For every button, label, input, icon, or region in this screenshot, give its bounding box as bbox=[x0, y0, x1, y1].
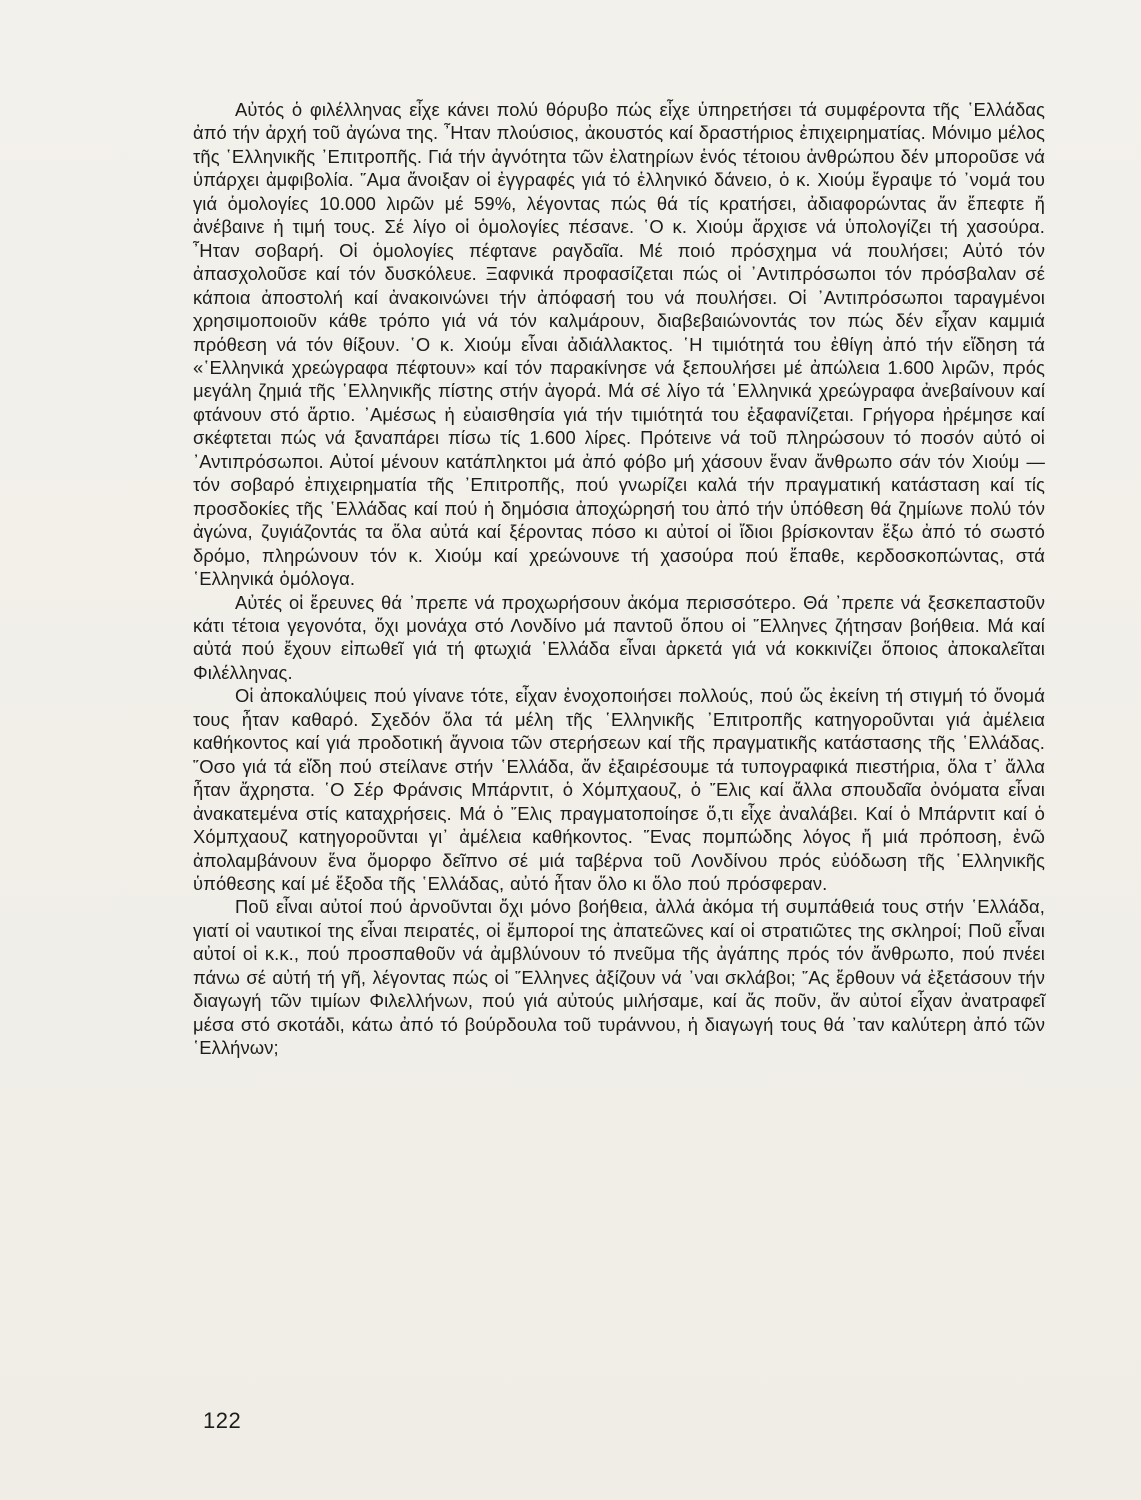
paragraph-4: Ποῦ εἶναι αὐτοί πού ἀρνοῦνται ὄχι μόνο βοήθεια, ἀλλά ἀκόμα τή συμπάθειά τους στήν ῾Ελλάδα, γιατί οἱ ναυτικοί της εἶναι πειρατές, οἱ ἔμποροί της ἀπατεῶνες καί οἱ στρατιῶτες της σκληροί; Ποῦ εἶναι αὐτοί οἱ κ.κ., πού προσπαθοῦν νά ἀμβλύνουν τό πνεῦμα τῆς ἀγάπης πρός τόν ἄνθρωπο, πού πνέει πάνω σέ αὐτή τή γῆ, λέγοντας πώς οἱ ῞Ελληνες ἀξίζουν νά ᾿ναι σκλάβοι; ῞Ας ἔρθουν νά ἐξετάσουν τήν διαγωγή τῶν τιμίων Φιλελλήνων, πού γιά αὐτούς μιλήσαμε, καί ἄς ποῦν, ἄν αὐτοί εἶχαν ἀνατραφεῖ μέσα στό σκοτάδι, κάτω ἀπό τό βούρδουλα τοῦ τυράννου, ἡ διαγωγή τους θά ᾿ταν καλύτερη ἀπό τῶν ῾Ελλήνων; bbox=[193, 896, 1045, 1059]
paragraph-1: Αὐτός ὁ φιλέλληνας εἶχε κάνει πολύ θόρυβο πώς εἶχε ὑπηρετήσει τά συμφέροντα τῆς ῾Ελλάδας ἀπό τήν ἀρχή τοῦ ἀγώνα της. ῏Ηταν πλούσιος, ἀκουστός καί δραστήριος ἐπιχειρηματίας. Μόνιμο μέλος τῆς ῾Ελληνικῆς ᾿Επιτροπῆς. Γιά τήν ἀγνότητα τῶν ἐλατηρίων ἑνός τέτοιου ἀνθρώπου δέν μποροῦσε νά ὑπάρχει ἀμφιβολία. ῞Αμα ἄνοιξαν οἱ ἐγγραφές γιά τό ἑλληνικό δάνειο, ὁ κ. Χιούμ ἔγραψε τό ᾿νομά του γιά ὁμολογίες 10.000 λιρῶν μέ 59%, λέγοντας πώς θά τίς κρατήσει, ἀδιαφορώντας ἄν ἔπεφτε ἤ ἀνέβαινε ἡ τιμή τους. Σέ λίγο οἱ ὁμολογίες πέσανε. ῾Ο κ. Χιούμ ἄρχισε νά ὑπολογίζει τή χασούρα. ῏Ηταν σοβαρή. Οἱ ὁμολογίες πέφτανε ραγδαῖα. Μέ ποιό πρόσχημα νά πουλήσει; Αὐτό τόν ἀπασχολοῦσε καί τόν δυσκόλευε. Ξαφνικά προφασίζεται πώς οἱ ᾿Αντιπρόσωποι τόν πρόσβαλαν σέ κάποια ἀποστολή καί ἀνακοινώνει τήν ἀπόφασή του νά πουλήσει. Οἱ ᾿Αντιπρόσωποι ταραγμένοι χρησιμοποιοῦν κάθε τρόπο γιά νά τόν καλμάρουν, διαβεβαιώνοντάς τον πώς δέν εἶχαν καμμιά πρόθεση νά τόν θίξουν. ῾Ο κ. Χιούμ εἶναι ἀδιάλλακτος. ῾Η τιμιότητά του ἐθίγη ἀπό τήν εἴδηση τά «῾Ελληνικά χρεώγραφα πέφτουν» καί τόν παρακίνησε νά ξεπουλήσει μέ ἀπώλεια 1.600 λιρῶν, πρός μεγάλη ζημιά τῆς ῾Ελληνικῆς πίστης στήν ἀγορά. Μά σέ λίγο τά ῾Ελληνικά χρεώγραφα ἀνεβαίνουν καί φτάνουν στό ἄρτιο. ᾿Αμέσως ἡ εὐαισθησία γιά τήν τιμιότητά του ἐξαφανίζεται. Γρήγορα ἠρέμησε καί σκέφτεται πώς νά ξαναπάρει πίσω τίς 1.600 λίρες. Πρότεινε νά τοῦ πληρώσουν τό ποσόν αὐτό οἱ ᾿Αντιπρόσωποι. Αὐτοί μένουν κατάπληκτοι μά ἀπό φόβο μή χάσουν ἕναν ἄνθρωπο σάν τόν Χιούμ — τόν σοβαρό ἐπιχειρηματία τῆς ᾿Επιτροπῆς, πού γνωρίζει καλά τήν πραγματική κατάσταση καί τίς προσδοκίες τῆς ῾Ελλάδας καί πού ἡ δημόσια ἀποχώρησή του ἀπό τήν ὑπόθεση θά ζημίωνε πολύ τόν ἀγώνα, ζυγιάζοντάς τα ὅλα αὐτά καί ξέροντας πόσο κι αὐτοί οἱ ἴδιοι βρίσκονταν ἔξω ἀπό τό σωστό δρόμο, πληρώνουν τόν κ. Χιούμ καί χρεώνουνε τή χασούρα πού ἔπαθε, κερδοσκοπώντας, στά ῾Ελληνικά ὁμόλογα. bbox=[193, 99, 1045, 590]
paragraph-2: Αὐτές οἱ ἔρευνες θά ᾿πρεπε νά προχωρήσουν ἀκόμα περισσότερο. Θά ᾿πρεπε νά ξεσκεπαστοῦν κάτι τέτοια γεγονότα, ὄχι μονάχα στό Λονδίνο μά παντοῦ ὅπου οἱ ῞Ελληνες ζήτησαν βοήθεια. Μά καί αὐτά πού ἔχουν εἰπωθεῖ γιά τή φτωχιά ῾Ελλάδα εἶναι ἀρκετά γιά νά κοκκινίζει ὅποιος ἀποκαλεῖται Φιλέλληνας. bbox=[193, 591, 1045, 683]
show-through-text bbox=[196, 1382, 1048, 1400]
page-number: 122 bbox=[203, 1408, 242, 1433]
page-body bbox=[193, 98, 1045, 1060]
paragraph-3: Οἱ ἀποκαλύψεις πού γίνανε τότε, εἶχαν ἐνοχοποιήσει πολλούς, πού ὥς ἐκείνη τή στιγμή τό ὄνομά τους ἦταν καθαρό. Σχεδόν ὅλα τά μέλη τῆς ῾Ελληνικῆς ᾿Επιτροπῆς κατηγοροῦνται γιά ἀμέλεια καθήκοντος καί γιά προδοτική ἄγνοια τῶν στερήσεων καί τῆς πραγματικῆς κατάστασης τῆς ῾Ελλάδας. ῞Οσο γιά τά εἴδη πού στείλανε στήν ῾Ελλάδα, ἄν ἐξαιρέσουμε τά τυπογραφικά πιεστήρια, ὅλα τ᾿ ἄλλα ἦταν ἄχρηστα. ῾Ο Σέρ Φράνσις Μπάρντιτ, ὁ Χόμπχαουζ, ὁ ῎Ελις καί ἄλλα σπουδαῖα ὀνόματα εἶναι ἀνακατεμένα στίς καταχρήσεις. Μά ὁ ῎Ελις πραγματοποίησε ὅ,τι εἶχε ἀναλάβει. Καί ὁ Μπάρντιτ καί ὁ Χόμπχαουζ κατηγοροῦνται γι᾿ ἀμέλεια καθήκοντος. ῞Ενας πομπώδης λόγος ἤ μιά πρόποση, ἐνῶ ἀπολαμβάνουν ἕνα ὄμορφο δεῖπνο σέ μιά ταβέρνα τοῦ Λονδίνου πρός εὐόδωση τῆς ῾Ελληνικῆς ὑπόθεσης καί μέ ἔξοδα τῆς ῾Ελλάδας, αὐτό ἦταν ὅλο κι ὅλο πού πρόσφεραν. bbox=[193, 685, 1045, 894]
